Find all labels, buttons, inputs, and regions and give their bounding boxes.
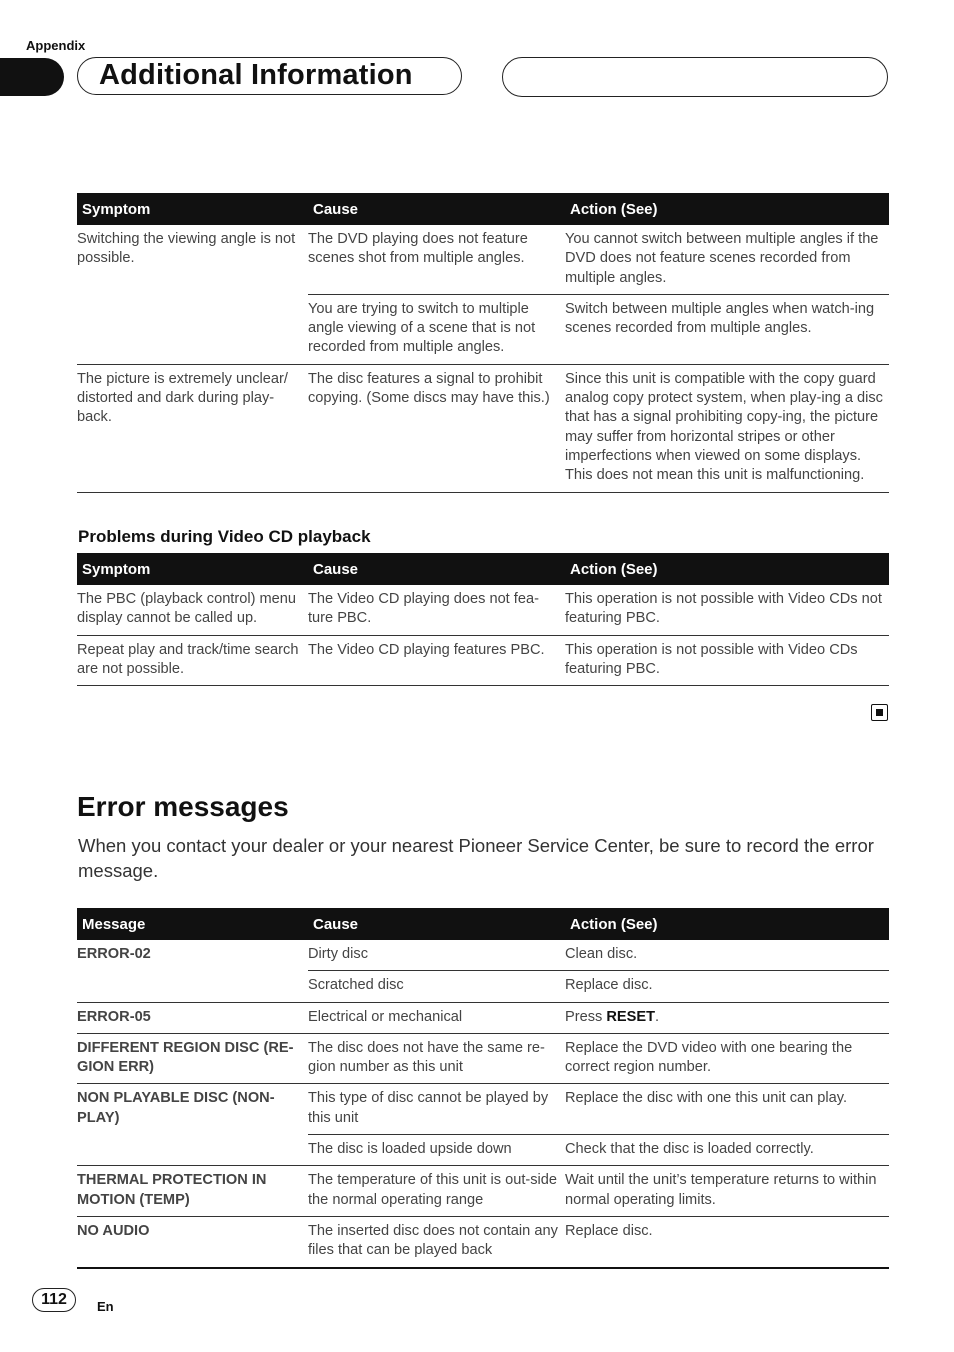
column-header-action: Action (See) bbox=[565, 193, 889, 225]
vcd-troubleshooting-table bbox=[77, 553, 889, 686]
symptom-cell: The PBC (playback control) menu display cannot be called up. bbox=[77, 585, 308, 635]
message-cell: DIFFERENT REGION DISC (RE-GION ERR) bbox=[77, 1033, 308, 1084]
cause-cell: You are trying to switch to multiple angle viewing of a scene that is not recorded from multiple angles. bbox=[308, 294, 565, 364]
cause-cell: The inserted disc does not contain any files that can be played back bbox=[308, 1216, 565, 1267]
cause-cell: Scratched disc bbox=[308, 971, 565, 1002]
table-header-row bbox=[77, 553, 889, 585]
table-row bbox=[77, 1002, 889, 1033]
table-row bbox=[77, 294, 889, 364]
message-cell: NON PLAYABLE DISC (NON-PLAY) bbox=[77, 1090, 275, 1126]
column-header-cause: Cause bbox=[308, 553, 565, 585]
column-header-cause: Cause bbox=[308, 193, 565, 225]
symptom-cell bbox=[77, 294, 308, 364]
column-header-cause: Cause bbox=[308, 908, 565, 940]
action-cell: Replace the DVD video with one bearing the correct region number. bbox=[565, 1033, 889, 1084]
symptom-cell: The picture is extremely unclear/ distorted and dark during play-back. bbox=[77, 364, 308, 492]
table-row bbox=[77, 225, 889, 294]
language-label: En bbox=[97, 1299, 114, 1314]
table-row bbox=[77, 1084, 889, 1135]
action-cell: Wait until the unit’s temperature returns to within normal operating limits. bbox=[565, 1166, 889, 1217]
table-header-row bbox=[77, 908, 889, 940]
action-cell: Clean disc. bbox=[565, 940, 889, 971]
section-tab-marker bbox=[0, 58, 64, 96]
action-cell: This operation is not possible with Video CDs not featuring PBC. bbox=[565, 585, 889, 635]
page-number: 112 bbox=[32, 1288, 76, 1312]
action-cell: Since this unit is compatible with the copy guard analog copy protect system, when play-ing a disc that has a signal prohibiting copy-ing, the picture may suffer from horizontal stripes or other imperfections when viewed on some displays. This does not mean this unit is malfunctioning. bbox=[565, 364, 889, 492]
end-of-section-icon bbox=[871, 704, 888, 721]
column-header-action: Action (See) bbox=[565, 908, 889, 940]
table-row bbox=[77, 1166, 889, 1217]
table-row bbox=[77, 585, 889, 635]
cause-cell: The Video CD playing features PBC. bbox=[308, 635, 565, 686]
action-cell bbox=[565, 1002, 889, 1033]
table-row bbox=[77, 940, 889, 971]
message-cell: NO AUDIO bbox=[77, 1216, 308, 1267]
appendix-label: Appendix bbox=[26, 38, 86, 53]
column-header-symptom: Symptom bbox=[77, 193, 308, 225]
error-messages-intro: When you contact your dealer or your nearest Pioneer Service Center, be sure to record the error message. bbox=[78, 835, 874, 881]
symptom-cell: Repeat play and track/time search are not possible. bbox=[77, 635, 308, 686]
cause-cell: Dirty disc bbox=[308, 940, 565, 971]
table-row bbox=[77, 364, 889, 492]
action-cell: You cannot switch between multiple angles if the DVD does not feature scenes recorded from multiple angles. bbox=[565, 225, 889, 294]
title-box bbox=[77, 57, 462, 95]
symptom-cell: Switching the viewing angle is not possible. bbox=[77, 231, 296, 267]
table-row bbox=[77, 1216, 889, 1267]
action-text-suffix: . bbox=[655, 1008, 660, 1025]
table-header-row bbox=[77, 193, 889, 225]
action-cell: This operation is not possible with Video CDs featuring PBC. bbox=[565, 635, 889, 686]
empty-header-box bbox=[502, 57, 888, 97]
cause-cell: The Video CD playing does not fea-ture PBC. bbox=[308, 585, 565, 635]
message-cell: ERROR-05 bbox=[77, 1002, 308, 1033]
message-cell bbox=[77, 971, 308, 1002]
action-cell: Replace disc. bbox=[565, 1216, 889, 1267]
cause-cell: This type of disc cannot be played by this unit bbox=[308, 1084, 565, 1135]
column-header-symptom: Symptom bbox=[77, 553, 308, 585]
cause-cell: The disc features a signal to prohibit copying. (Some discs may have this.) bbox=[308, 364, 565, 492]
action-cell: Check that the disc is loaded correctly. bbox=[565, 1135, 889, 1166]
table-row bbox=[77, 1033, 889, 1084]
action-cell: Switch between multiple angles when watch-ing scenes recorded from multiple angles. bbox=[565, 294, 889, 364]
table-row bbox=[77, 1135, 889, 1166]
column-header-message: Message bbox=[77, 908, 308, 940]
column-header-action: Action (See) bbox=[565, 553, 889, 585]
action-cell: Replace disc. bbox=[565, 971, 889, 1002]
action-text: Press bbox=[565, 1008, 607, 1025]
cause-cell: The temperature of this unit is out-side the normal operating range bbox=[308, 1166, 565, 1217]
reset-key-label: RESET bbox=[606, 1008, 656, 1025]
vcd-section-heading: Problems during Video CD playback bbox=[78, 527, 371, 546]
error-messages-heading: Error messages bbox=[77, 791, 289, 822]
page-title: Additional Information bbox=[99, 59, 413, 91]
cause-cell: Electrical or mechanical bbox=[308, 1002, 565, 1033]
table-row bbox=[77, 635, 889, 686]
error-messages-table bbox=[77, 908, 889, 1269]
table-row bbox=[77, 971, 889, 1002]
cause-cell: The disc does not have the same re-gion number as this unit bbox=[308, 1033, 565, 1084]
dvd-troubleshooting-table bbox=[77, 193, 889, 493]
message-cell: ERROR-02 bbox=[77, 946, 151, 962]
message-cell bbox=[77, 1135, 308, 1166]
message-cell: THERMAL PROTECTION IN MOTION (TEMP) bbox=[77, 1166, 308, 1217]
cause-cell: The DVD playing does not feature scenes shot from multiple angles. bbox=[308, 225, 565, 294]
action-cell: Replace the disc with one this unit can play. bbox=[565, 1084, 889, 1135]
cause-cell: The disc is loaded upside down bbox=[308, 1135, 565, 1166]
